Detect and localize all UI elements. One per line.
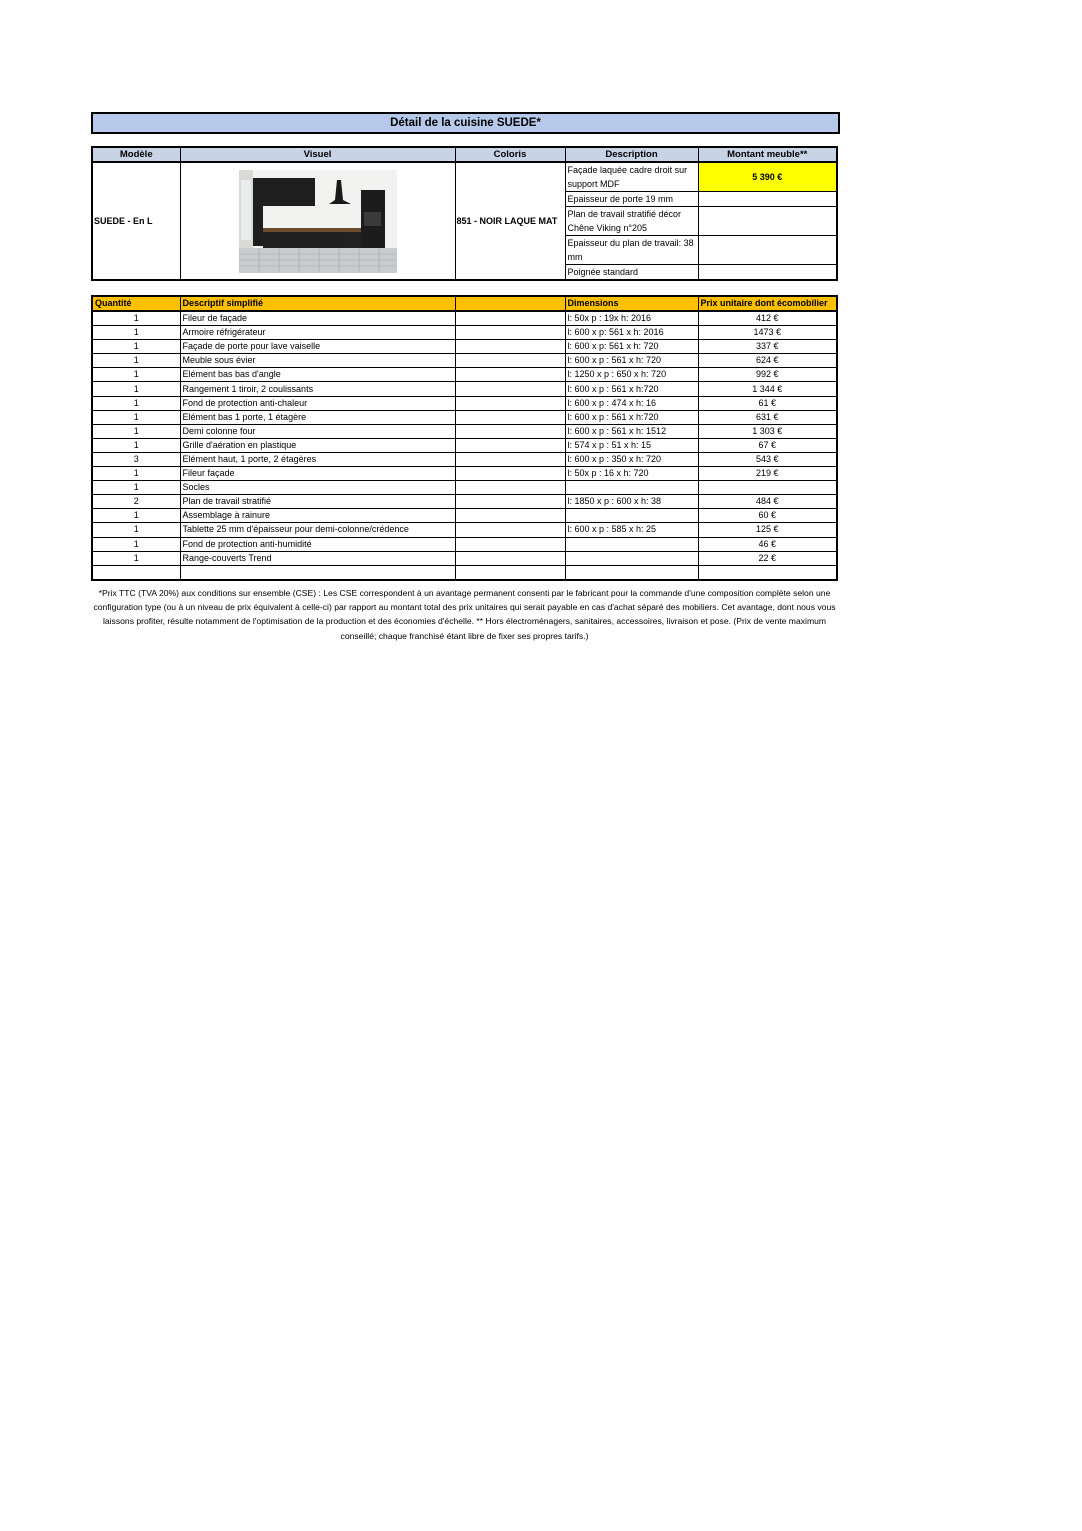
- price-cell: 412 €: [698, 311, 837, 326]
- blank-cell: [455, 368, 565, 382]
- quantity-cell: 1: [92, 467, 180, 481]
- dimensions-cell: l: 600 x p : 561 x h: 720: [565, 354, 698, 368]
- header-dimensions: Dimensions: [565, 296, 698, 311]
- blank-cell: [455, 396, 565, 410]
- quantity-cell: 2: [92, 495, 180, 509]
- price-cell: 337 €: [698, 340, 837, 354]
- price-cell: 543 €: [698, 452, 837, 466]
- description-line: Poignée standard: [565, 265, 698, 281]
- price-cell: 219 €: [698, 467, 837, 481]
- descriptif-cell: Socles: [180, 481, 455, 495]
- table-row: [92, 551, 837, 565]
- blank-cell: [455, 326, 565, 340]
- blank-cell: [455, 509, 565, 523]
- dimensions-cell: l: 1850 x p : 600 x h: 38: [565, 495, 698, 509]
- quantity-cell: 1: [92, 481, 180, 495]
- dimensions-cell: l: 600 x p : 350 x h: 720: [565, 452, 698, 466]
- quantity-cell: 1: [92, 438, 180, 452]
- blank-cell: [455, 452, 565, 466]
- dimensions-cell: [565, 481, 698, 495]
- table-row: [92, 326, 837, 340]
- model-table: [91, 146, 838, 281]
- quantity-cell: 1: [92, 326, 180, 340]
- header-coloris: Coloris: [455, 147, 565, 162]
- descriptif-cell: Plan de travail stratifié: [180, 495, 455, 509]
- dimensions-cell: l: 600 x p: 561 x h: 720: [565, 340, 698, 354]
- kitchen-detail-sheet: [91, 112, 838, 643]
- blank-cell: [455, 410, 565, 424]
- quantity-cell: 1: [92, 396, 180, 410]
- descriptif-cell: Meuble sous évier: [180, 354, 455, 368]
- items-body: [92, 311, 837, 580]
- header-descriptif: Descriptif simplifié: [180, 296, 455, 311]
- quantity-cell: 1: [92, 537, 180, 551]
- montant-empty-cell: [698, 236, 837, 265]
- dimensions-cell: [565, 509, 698, 523]
- blank-cell: [455, 495, 565, 509]
- header-montant: Montant meuble**: [698, 147, 837, 162]
- descriptif-cell: [180, 565, 455, 580]
- description-line: Epaisseur du plan de travail: 38 mm: [565, 236, 698, 265]
- table-row: [92, 311, 837, 326]
- price-cell: 60 €: [698, 509, 837, 523]
- quantity-cell: 1: [92, 340, 180, 354]
- montant-empty-cell: [698, 207, 837, 236]
- quantity-cell: 3: [92, 452, 180, 466]
- descriptif-cell: Rangement 1 tiroir, 2 coulissants: [180, 382, 455, 396]
- blank-cell: [455, 467, 565, 481]
- blank-cell: [455, 354, 565, 368]
- dimensions-cell: l: 600 x p : 474 x h: 16: [565, 396, 698, 410]
- dimensions-cell: l: 600 x p : 561 x h:720: [565, 410, 698, 424]
- items-header-row: [92, 296, 837, 311]
- kitchen-visual: [180, 162, 455, 280]
- table-row: [92, 452, 837, 466]
- price-cell: 46 €: [698, 537, 837, 551]
- blank-cell: [455, 424, 565, 438]
- header-visual: Visuel: [180, 147, 455, 162]
- blank-cell: [455, 565, 565, 580]
- header-prix-unitaire: Prix unitaire dont écomobilier: [698, 296, 837, 311]
- price-cell: 484 €: [698, 495, 837, 509]
- quantity-cell: [92, 565, 180, 580]
- table-row: [92, 495, 837, 509]
- table-row: [92, 481, 837, 495]
- dimensions-cell: l: 600 x p : 561 x h:720: [565, 382, 698, 396]
- table-row: [92, 368, 837, 382]
- table-row: [92, 537, 837, 551]
- blank-cell: [455, 481, 565, 495]
- descriptif-cell: Elément haut, 1 porte, 2 étagères: [180, 452, 455, 466]
- price-cell: 61 €: [698, 396, 837, 410]
- dimensions-cell: l: 600 x p : 585 x h: 25: [565, 523, 698, 537]
- price-cell: 992 €: [698, 368, 837, 382]
- descriptif-cell: Fileur façade: [180, 467, 455, 481]
- table-row: [92, 340, 837, 354]
- price-cell: 624 €: [698, 354, 837, 368]
- montant-empty-cell: [698, 192, 837, 207]
- dimensions-cell: l: 50x p : 19x h: 2016: [565, 311, 698, 326]
- descriptif-cell: Fond de protection anti-humidité: [180, 537, 455, 551]
- blank-cell: [455, 340, 565, 354]
- blank-cell: [455, 523, 565, 537]
- dimensions-cell: l: 50x p : 16 x h: 720: [565, 467, 698, 481]
- blank-cell: [455, 537, 565, 551]
- description-line: Façade laquée cadre droit sur support MDF: [565, 162, 698, 192]
- blank-cell: [455, 382, 565, 396]
- table-row: [92, 382, 837, 396]
- dimensions-cell: [565, 551, 698, 565]
- table-row: [92, 565, 837, 580]
- descriptif-cell: Assemblage à rainure: [180, 509, 455, 523]
- price-cell: 631 €: [698, 410, 837, 424]
- price-cell: 125 €: [698, 523, 837, 537]
- descriptif-cell: Armoire réfrigérateur: [180, 326, 455, 340]
- coloris-value: 851 - NOIR LAQUE MAT: [455, 162, 565, 280]
- descriptif-cell: Elément bas 1 porte, 1 étagère: [180, 410, 455, 424]
- quantity-cell: 1: [92, 509, 180, 523]
- table-row: [92, 354, 837, 368]
- dimensions-cell: [565, 565, 698, 580]
- header-blank: [455, 296, 565, 311]
- quantity-cell: 1: [92, 410, 180, 424]
- blank-cell: [455, 311, 565, 326]
- dimensions-cell: l: 1250 x p : 650 x h: 720: [565, 368, 698, 382]
- price-cell: 1473 €: [698, 326, 837, 340]
- table-row: [92, 438, 837, 452]
- quantity-cell: 1: [92, 354, 180, 368]
- price-cell: 1 344 €: [698, 382, 837, 396]
- model-name: SUEDE - En L: [92, 162, 180, 280]
- quantity-cell: 1: [92, 368, 180, 382]
- footnote: *Prix TTC (TVA 20%) aux conditions sur ensemble (CSE) : Les CSE correspondent à un avantage permanent consenti par le fabricant pour la commande d'une composition complète selon une configuration type (ou à un niveau de prix équivalent à celle-ci) par rapport au montant total des prix unitaires qui serait payable en cas d'achat séparé des mobiliers. Cet avantage, dont nous vous laissons profiter, résulte notamment de l'optimisation de la production et des économies d'échelle. ** Hors électroménagers, sanitaires, accessoires, livraison et pose. (Prix de vente maximum conseillé; chaque franchisé étant libre de fixer ses propres tarifs.): [93, 587, 836, 641]
- table-row: [92, 424, 837, 438]
- blank-cell: [455, 551, 565, 565]
- quantity-cell: 1: [92, 311, 180, 326]
- table-row: [92, 410, 837, 424]
- quantity-cell: 1: [92, 551, 180, 565]
- quantity-cell: 1: [92, 523, 180, 537]
- blank-cell: [455, 438, 565, 452]
- header-description: Description: [565, 147, 698, 162]
- dimensions-cell: l: 574 x p : 51 x h: 15: [565, 438, 698, 452]
- price-cell: 67 €: [698, 438, 837, 452]
- model-header-row: [92, 147, 837, 162]
- descriptif-cell: Elément bas bas d'angle: [180, 368, 455, 382]
- descriptif-cell: Range-couverts Trend: [180, 551, 455, 565]
- header-quantite: Quantité: [92, 296, 180, 311]
- price-cell: 22 €: [698, 551, 837, 565]
- table-row: [92, 396, 837, 410]
- price-cell: [698, 565, 837, 580]
- items-table: [91, 295, 838, 581]
- table-row: [92, 467, 837, 481]
- quantity-cell: 1: [92, 382, 180, 396]
- montant-empty-cell: [698, 265, 837, 281]
- dimensions-cell: l: 600 x p : 561 x h: 1512: [565, 424, 698, 438]
- descriptif-cell: Fileur de façade: [180, 311, 455, 326]
- descriptif-cell: Façade de porte pour lave vaiselle: [180, 340, 455, 354]
- price-cell: [698, 481, 837, 495]
- page-title: Détail de la cuisine SUEDE*: [91, 112, 840, 134]
- kitchen-photo: [239, 170, 397, 273]
- price-cell: 1 303 €: [698, 424, 837, 438]
- montant-price: 5 390 €: [698, 162, 837, 192]
- dimensions-cell: [565, 537, 698, 551]
- description-line: Epaisseur de porte 19 mm: [565, 192, 698, 207]
- dimensions-cell: l: 600 x p: 561 x h: 2016: [565, 326, 698, 340]
- header-model: Modèle: [92, 147, 180, 162]
- description-line: Plan de travail stratifié décor Chêne Viking n°205: [565, 207, 698, 236]
- descriptif-cell: Demi colonne four: [180, 424, 455, 438]
- descriptif-cell: Fond de protection anti-chaleur: [180, 396, 455, 410]
- descriptif-cell: Tablette 25 mm d'épaisseur pour demi-colonne/crédence: [180, 523, 455, 537]
- quantity-cell: 1: [92, 424, 180, 438]
- table-row: [92, 509, 837, 523]
- descriptif-cell: Grille d'aération en plastique: [180, 438, 455, 452]
- table-row: [92, 523, 837, 537]
